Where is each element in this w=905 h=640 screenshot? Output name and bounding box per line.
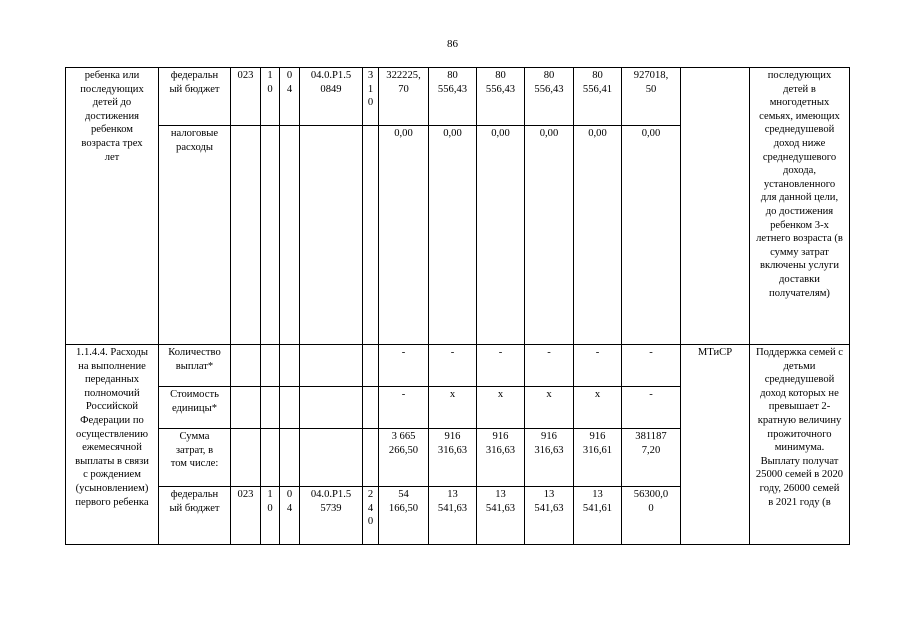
cell-line: ребенком [90, 124, 134, 136]
value-year-3-cell: 0,00 [525, 126, 574, 345]
subsection-code-cell [280, 345, 300, 387]
subsection-code-cell [280, 487, 300, 545]
section-code-cell [261, 345, 280, 387]
cell-line: 916 [589, 431, 606, 442]
cell-line: затрат, в [175, 444, 214, 456]
cell-line: достижения [84, 110, 140, 122]
budget-table [65, 67, 850, 545]
expense-type-cell [363, 68, 379, 126]
value-year-2-cell [477, 68, 525, 126]
cell-line: включены услуги [759, 260, 839, 272]
cell-line: 80 [543, 70, 555, 81]
subsection-code-cell [280, 429, 300, 487]
funding-source-cell [159, 126, 231, 345]
cell-line: среднедушевой [764, 124, 835, 136]
table-row [66, 68, 850, 126]
cell-line: 316,61 [582, 444, 613, 456]
cell-line: расходы [176, 141, 213, 153]
cell-line: Выплату получат [760, 455, 839, 467]
value-year-4-cell: х [574, 387, 622, 429]
funding-source-cell [159, 487, 231, 545]
cell-line: 316,63 [485, 444, 516, 456]
value-total-cell [379, 68, 429, 126]
admin-code-cell: 023 [231, 68, 261, 126]
page-number: 86 [447, 38, 458, 50]
cell-line: ый бюджет [169, 83, 220, 95]
cell-line: 4 [367, 502, 374, 514]
cell-line: 80 [495, 70, 506, 81]
cell-line: 4 [286, 502, 293, 514]
target-article-cell [300, 487, 363, 545]
cell-line: установленного [763, 178, 836, 190]
cell-line: ый бюджет [169, 502, 220, 514]
cell-line: среднедушевого [762, 151, 837, 163]
cell-line: первого ребенка [75, 496, 149, 508]
cell-line: детей до [92, 97, 132, 109]
value-year-1-cell: 0,00 [429, 126, 477, 345]
cell-line: (усыновлением) [75, 482, 149, 494]
subsection-code-cell [280, 126, 300, 345]
expense-type-cell [363, 487, 379, 545]
cell-line: Российской [85, 401, 139, 413]
target-article-cell [300, 429, 363, 487]
value-year-5-cell [622, 429, 681, 487]
value-total-cell: 0,00 [379, 126, 429, 345]
value-total-cell: - [379, 345, 429, 387]
expense-type-cell [363, 387, 379, 429]
cell-line: федеральн [170, 70, 219, 81]
cell-line: переданных [84, 374, 140, 386]
value-year-2-cell: х [477, 387, 525, 429]
cell-line: среднедушевой [764, 374, 835, 386]
result-note-cell [750, 345, 850, 545]
cell-line: доход которых не [760, 387, 839, 399]
cell-line: 916 [492, 431, 509, 442]
cell-line: 316,63 [437, 444, 468, 456]
value-year-4-cell [574, 429, 622, 487]
cell-line: 541,61 [582, 502, 613, 514]
target-article-cell [300, 126, 363, 345]
cell-line: 1 [267, 70, 273, 81]
cell-line: 0 [367, 516, 374, 528]
value-year-1-cell [429, 68, 477, 126]
executor-cell [681, 68, 750, 345]
cell-line: Сумма [179, 431, 210, 442]
cell-line: Стоимость [170, 389, 219, 400]
cell-line: федеральн [170, 489, 219, 500]
funding-source-cell [159, 68, 231, 126]
cell-line: 70 [398, 83, 409, 95]
cell-line: семьях, имеющих [759, 110, 840, 122]
cell-line: 0 [648, 502, 654, 514]
value-total-cell: - [379, 387, 429, 429]
admin-code-cell [231, 126, 261, 345]
cell-line: летнего возраста (в [756, 233, 843, 245]
cell-line: 04.0.P1.5 [310, 70, 352, 81]
cell-line: превышает 2- [768, 401, 831, 413]
admin-code-cell [231, 429, 261, 487]
cell-line: для данной цели, [760, 192, 839, 204]
value-year-4-cell [574, 487, 622, 545]
value-year-1-cell: - [429, 345, 477, 387]
cell-line: выплаты в связи [75, 455, 149, 467]
value-year-2-cell: - [477, 345, 525, 387]
cell-line: Федерации по [80, 414, 144, 426]
cell-line: 50 [645, 83, 657, 95]
value-year-2-cell [477, 429, 525, 487]
cell-line: последующих [80, 83, 144, 95]
cell-line: последующих [767, 70, 832, 81]
measure-name-cell [66, 68, 159, 345]
section-code-cell [261, 68, 280, 126]
cell-line: единицы* [171, 402, 218, 414]
cell-line: 25000 семей в 2020 [755, 469, 844, 481]
expense-type-cell [363, 429, 379, 487]
value-year-4-cell [574, 68, 622, 126]
cell-line: 7,20 [641, 444, 661, 456]
cell-line: 13 [495, 489, 506, 500]
cell-line: 322225, [386, 70, 421, 81]
expense-type-cell [363, 345, 379, 387]
cell-line: ребенком 3-х [770, 219, 829, 231]
cell-line: 0 [267, 502, 273, 514]
value-year-5-cell [622, 68, 681, 126]
cell-line: 556,43 [437, 83, 468, 95]
cell-line: полномочий [84, 387, 140, 399]
value-year-3-cell [525, 68, 574, 126]
value-year-5-cell: - [622, 345, 681, 387]
cell-line: году, 26000 семей [759, 482, 840, 494]
value-year-2-cell: 0,00 [477, 126, 525, 345]
section-code-cell [261, 487, 280, 545]
cell-line: 0849 [320, 83, 342, 95]
value-year-4-cell: - [574, 345, 622, 387]
section-code-cell [261, 429, 280, 487]
value-year-3-cell [525, 487, 574, 545]
cell-line: 2 [367, 489, 374, 500]
cell-line: осуществлению [76, 428, 148, 440]
value-year-3-cell: х [525, 387, 574, 429]
cell-line: 0 [286, 489, 293, 500]
value-year-5-cell: 0,00 [622, 126, 681, 345]
cell-line: прожиточного [767, 428, 832, 440]
cell-line: 556,41 [582, 83, 613, 95]
cell-line: 04.0.P1.5 [310, 489, 352, 500]
cell-line: лет [104, 151, 120, 163]
value-year-4-cell: 0,00 [574, 126, 622, 345]
cell-line: получателям) [769, 287, 830, 299]
cell-line: 56300,0 [633, 489, 669, 500]
cell-line: 166,50 [388, 502, 419, 514]
measure-name-cell [66, 345, 159, 545]
cell-line: 13 [447, 489, 458, 500]
cell-line: 54 [398, 489, 409, 500]
executor-cell: МТиСР [681, 345, 750, 545]
subsection-code-cell [280, 387, 300, 429]
table-row [66, 345, 850, 387]
cell-line: 1.1.4.4. Расходы [76, 347, 148, 358]
target-article-cell [300, 68, 363, 126]
cell-line: 80 [592, 70, 603, 81]
cell-line: 5739 [320, 502, 342, 514]
cell-line: ежемесячной [82, 442, 142, 454]
cell-line: 916 [541, 431, 557, 442]
cell-line: на выполнение [78, 360, 146, 372]
cell-line: 316,63 [534, 444, 564, 456]
cell-line: 3 [367, 70, 374, 81]
value-year-1-cell [429, 429, 477, 487]
cell-line: Количество [168, 347, 221, 358]
admin-code-cell: 023 [231, 487, 261, 545]
cell-line: 927018, [633, 70, 669, 81]
cell-line: возраста трех [81, 137, 143, 149]
result-note-cell [750, 68, 850, 345]
cell-line: в 2021 году (в [768, 496, 831, 508]
funding-source-cell [159, 429, 231, 487]
cell-line: до достижения [765, 205, 834, 217]
value-total-cell [379, 429, 429, 487]
cell-line: 0 [267, 83, 273, 95]
admin-code-cell [231, 387, 261, 429]
section-code-cell [261, 387, 280, 429]
cell-line: доход ниже [773, 137, 826, 149]
cell-line: 0 [367, 97, 374, 109]
cell-line: 1 [367, 83, 374, 95]
cell-line: дохода, [782, 165, 817, 177]
value-year-5-cell: - [622, 387, 681, 429]
cell-line: 916 [444, 431, 461, 442]
value-year-5-cell [622, 487, 681, 545]
cell-line: 541,63 [437, 502, 468, 514]
cell-line: сумму затрат [770, 246, 829, 258]
admin-code-cell [231, 345, 261, 387]
cell-line: детьми [783, 360, 816, 372]
cell-line: том числе: [170, 458, 219, 470]
cell-line: 0 [286, 70, 293, 81]
cell-line: минимума. [774, 442, 825, 454]
cell-line: кратную величину [757, 414, 842, 426]
cell-line: Поддержка семей с [755, 347, 844, 358]
value-year-2-cell [477, 487, 525, 545]
cell-line: 13 [543, 489, 555, 500]
cell-line: 3 665 [391, 431, 416, 442]
value-year-1-cell [429, 487, 477, 545]
value-year-3-cell [525, 429, 574, 487]
cell-line: 556,43 [534, 83, 564, 95]
funding-source-cell [159, 345, 231, 387]
cell-line: 556,43 [485, 83, 516, 95]
cell-line: 13 [592, 489, 603, 500]
cell-line: 266,50 [388, 444, 419, 456]
cell-line: детей в [783, 83, 816, 95]
cell-line: выплат* [175, 360, 214, 372]
value-total-cell [379, 487, 429, 545]
cell-line: многодетных [769, 97, 830, 109]
subsection-code-cell [280, 68, 300, 126]
cell-line: 541,63 [485, 502, 516, 514]
cell-line: 1 [267, 489, 273, 500]
cell-line: доставки [779, 273, 820, 285]
target-article-cell [300, 387, 363, 429]
cell-line: 80 [447, 70, 458, 81]
cell-line: ребенка или [84, 70, 140, 81]
cell-line: налоговые [170, 128, 219, 139]
section-code-cell [261, 126, 280, 345]
value-year-1-cell: х [429, 387, 477, 429]
expense-type-cell [363, 126, 379, 345]
cell-line: 381187 [635, 431, 667, 442]
cell-line: 541,63 [534, 502, 564, 514]
value-year-3-cell: - [525, 345, 574, 387]
funding-source-cell [159, 387, 231, 429]
target-article-cell [300, 345, 363, 387]
cell-line: с рождением [83, 469, 141, 481]
cell-line: 4 [286, 83, 293, 95]
